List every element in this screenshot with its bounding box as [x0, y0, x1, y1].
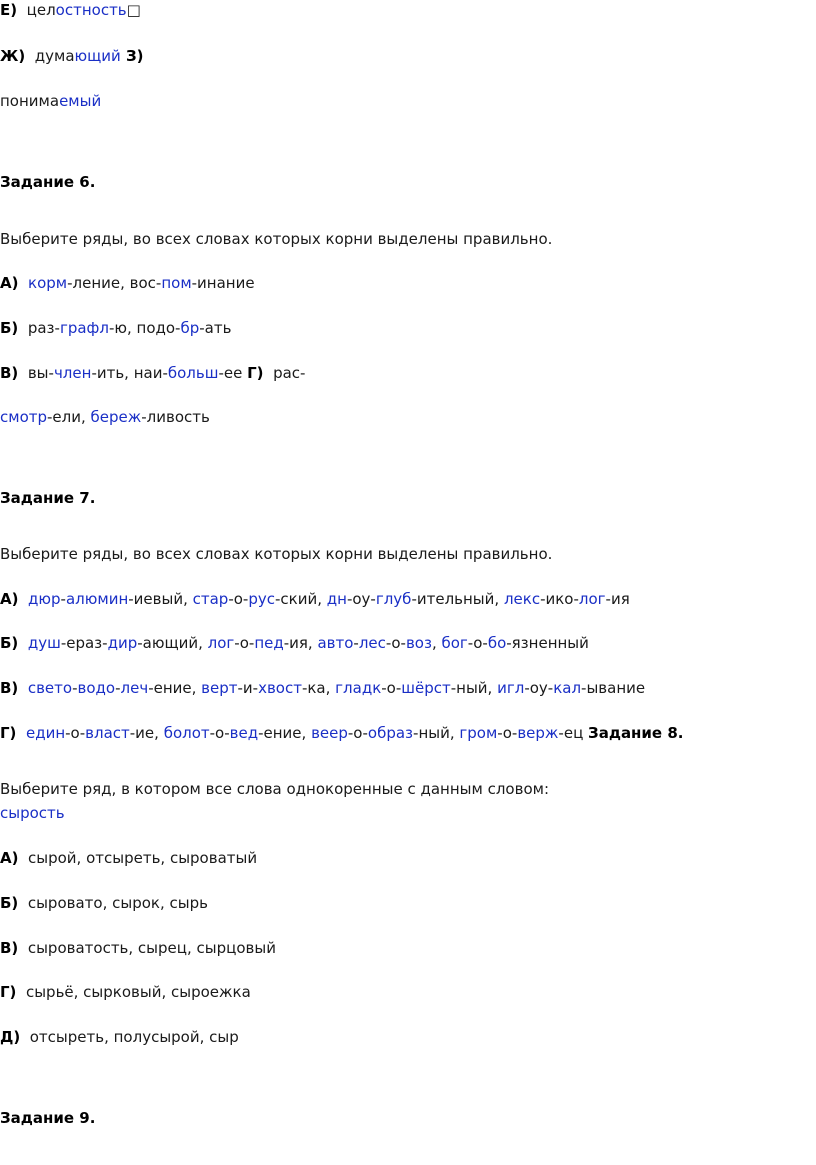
text-fragment — [18, 274, 28, 292]
text-fragment — [16, 724, 26, 742]
text-fragment: -ия — [605, 590, 630, 608]
label-bold: Г) — [0, 983, 17, 1001]
word-root: един — [25, 724, 66, 742]
text-line — [0, 779, 549, 799]
label-bold: А) — [0, 590, 19, 608]
label-bold: З) — [120, 47, 144, 65]
text-fragment — [18, 679, 28, 697]
word-root: вед — [229, 724, 259, 742]
text-fragment: -оу- — [346, 590, 376, 608]
text-fragment: - — [60, 590, 66, 608]
text-line — [0, 91, 101, 111]
label-bold: Г) — [0, 724, 17, 742]
text-fragment: -ливость — [141, 408, 210, 426]
word-root: власт — [85, 724, 130, 742]
text-fragment — [18, 590, 28, 608]
text-line — [0, 318, 231, 338]
text-line — [0, 938, 276, 958]
text-line — [0, 407, 210, 427]
word-root: авто — [317, 634, 354, 652]
word-root: дюр — [28, 590, 61, 608]
text-line — [0, 723, 683, 743]
text-fragment: -ка, — [301, 679, 336, 697]
word-root: корм — [28, 274, 68, 292]
text-fragment: -инание — [191, 274, 255, 292]
word-root: леч — [120, 679, 149, 697]
word-root: пом — [161, 274, 192, 292]
text-line — [0, 172, 95, 192]
text-fragment: -ать — [199, 319, 232, 337]
word-root: шёрст — [401, 679, 451, 697]
text-line — [0, 229, 552, 249]
text-fragment: -ели, — [47, 408, 91, 426]
word-root: душ — [27, 634, 61, 652]
word-root: гром — [459, 724, 498, 742]
word-root: член — [53, 364, 92, 382]
text-line — [0, 893, 208, 913]
text-fragment: -язненный — [506, 634, 589, 652]
text-fragment: -и- — [237, 679, 259, 697]
word-root: сырость — [0, 804, 65, 822]
word-root: остность — [55, 1, 127, 19]
label-bold: Б) — [0, 634, 19, 652]
label-bold: В) — [0, 679, 19, 697]
label-bold: А) — [0, 274, 19, 292]
word-root: верж — [517, 724, 559, 742]
word-root: лес — [358, 634, 386, 652]
text-fragment: раз- — [18, 319, 60, 337]
label-bold: Задание 6. — [0, 173, 96, 191]
label-bold: В) — [0, 939, 19, 957]
word-root: стар — [192, 590, 229, 608]
text-fragment: Выберите ряды, во всех словах которых корни выделены правильно. — [0, 230, 553, 248]
word-root: водо — [77, 679, 116, 697]
text-fragment: -о- — [381, 679, 402, 697]
text-fragment: -ико- — [540, 590, 579, 608]
label-bold: Г) — [247, 364, 264, 382]
text-fragment: отсыреть, полусырой, сыр — [20, 1028, 239, 1046]
word-root: дн — [326, 590, 347, 608]
word-root: бог — [441, 634, 468, 652]
text-fragment: -ительный, — [411, 590, 504, 608]
label-bold: Б) — [0, 319, 19, 337]
label-bold: Задание 7. — [0, 489, 96, 507]
word-root: воз — [405, 634, 432, 652]
text-fragment — [18, 634, 28, 652]
text-fragment: -иевый, — [128, 590, 193, 608]
text-line — [0, 803, 65, 823]
text-fragment: -ение, — [148, 679, 202, 697]
text-fragment: -ный, — [450, 679, 498, 697]
text-line — [0, 589, 630, 609]
word-root: пед — [254, 634, 284, 652]
text-fragment: -ающий, — [137, 634, 208, 652]
text-line — [0, 273, 255, 293]
word-root: образ — [367, 724, 414, 742]
word-root: бр — [180, 319, 200, 337]
word-root: лог — [207, 634, 235, 652]
text-fragment: -ие, — [129, 724, 164, 742]
text-fragment: -ить, наи- — [91, 364, 168, 382]
word-root: емый — [59, 92, 102, 110]
text-fragment: - — [72, 679, 78, 697]
text-fragment: -ный, — [413, 724, 460, 742]
text-fragment: -ский, — [274, 590, 327, 608]
word-root: игл — [497, 679, 525, 697]
text-fragment: рас- — [263, 364, 306, 382]
text-line — [0, 1027, 239, 1047]
word-root: ющий — [74, 47, 121, 65]
text-fragment: -ия, — [283, 634, 318, 652]
text-fragment: -о- — [467, 634, 488, 652]
text-line — [0, 0, 141, 20]
text-fragment: Выберите ряды, во всех словах которых корни выделены правильно. — [0, 545, 553, 563]
word-root: кал — [553, 679, 582, 697]
label-bold: Ж) — [0, 47, 26, 65]
text-fragment: -о- — [234, 634, 255, 652]
text-fragment: □ — [126, 1, 141, 19]
word-root: хвост — [258, 679, 302, 697]
text-fragment: сырьё, сырковый, сыроежка — [16, 983, 251, 1001]
label-bold: В) — [0, 364, 19, 382]
text-fragment: - — [115, 679, 121, 697]
label-bold: Б) — [0, 894, 19, 912]
word-root: смотр — [0, 408, 47, 426]
text-fragment: сыроватость, сырец, сырцовый — [18, 939, 276, 957]
text-line — [0, 848, 257, 868]
text-fragment: Выберите ряд, в котором все слова однокоренные с данным словом: — [0, 780, 550, 798]
text-fragment: -ю, подо- — [108, 319, 181, 337]
text-fragment: -о- — [347, 724, 368, 742]
label-bold: Задание 9. — [0, 1109, 96, 1127]
text-fragment: -ец — [558, 724, 589, 742]
label-bold: Д) — [0, 1028, 21, 1046]
word-root: веер — [311, 724, 348, 742]
label-bold: Е) — [0, 1, 18, 19]
text-fragment: -о- — [209, 724, 230, 742]
text-fragment: -о- — [497, 724, 518, 742]
text-line — [0, 982, 251, 1002]
text-fragment: дума — [25, 47, 75, 65]
text-line — [0, 46, 144, 66]
word-root: свето — [27, 679, 73, 697]
text-fragment: сыровато, сырок, сырь — [18, 894, 208, 912]
text-line — [0, 678, 645, 698]
word-root: болот — [163, 724, 210, 742]
text-fragment: сырой, отсыреть, сыроватый — [18, 849, 258, 867]
word-root: дир — [107, 634, 138, 652]
text-fragment: -ее — [218, 364, 248, 382]
word-root: графл — [59, 319, 109, 337]
text-fragment: -о- — [385, 634, 406, 652]
text-fragment: -оу- — [524, 679, 554, 697]
text-fragment: -ение, — [258, 724, 312, 742]
text-line — [0, 544, 552, 564]
text-line — [0, 488, 95, 508]
word-root: глуб — [375, 590, 412, 608]
word-root: больш — [167, 364, 219, 382]
text-fragment: -о- — [65, 724, 86, 742]
label-bold: Задание 8. — [588, 724, 684, 742]
word-root: гладк — [335, 679, 382, 697]
word-root: рус — [248, 590, 275, 608]
label-bold: А) — [0, 849, 19, 867]
text-fragment: , — [431, 634, 442, 652]
word-root: алюмин — [65, 590, 129, 608]
word-root: бо — [487, 634, 507, 652]
text-fragment: вы- — [18, 364, 54, 382]
text-fragment: -ераз- — [60, 634, 108, 652]
text-fragment: - — [353, 634, 359, 652]
text-line — [0, 363, 305, 383]
text-fragment: -о- — [228, 590, 249, 608]
text-line — [0, 633, 589, 653]
word-root: лекс — [503, 590, 541, 608]
text-line — [0, 1108, 95, 1128]
text-fragment: понима — [0, 92, 60, 110]
text-fragment: -ление, вос- — [67, 274, 162, 292]
word-root: верт — [201, 679, 238, 697]
word-root: береж — [90, 408, 142, 426]
text-fragment: цел — [17, 1, 56, 19]
word-root: лог — [578, 590, 606, 608]
text-fragment: -ывание — [581, 679, 646, 697]
